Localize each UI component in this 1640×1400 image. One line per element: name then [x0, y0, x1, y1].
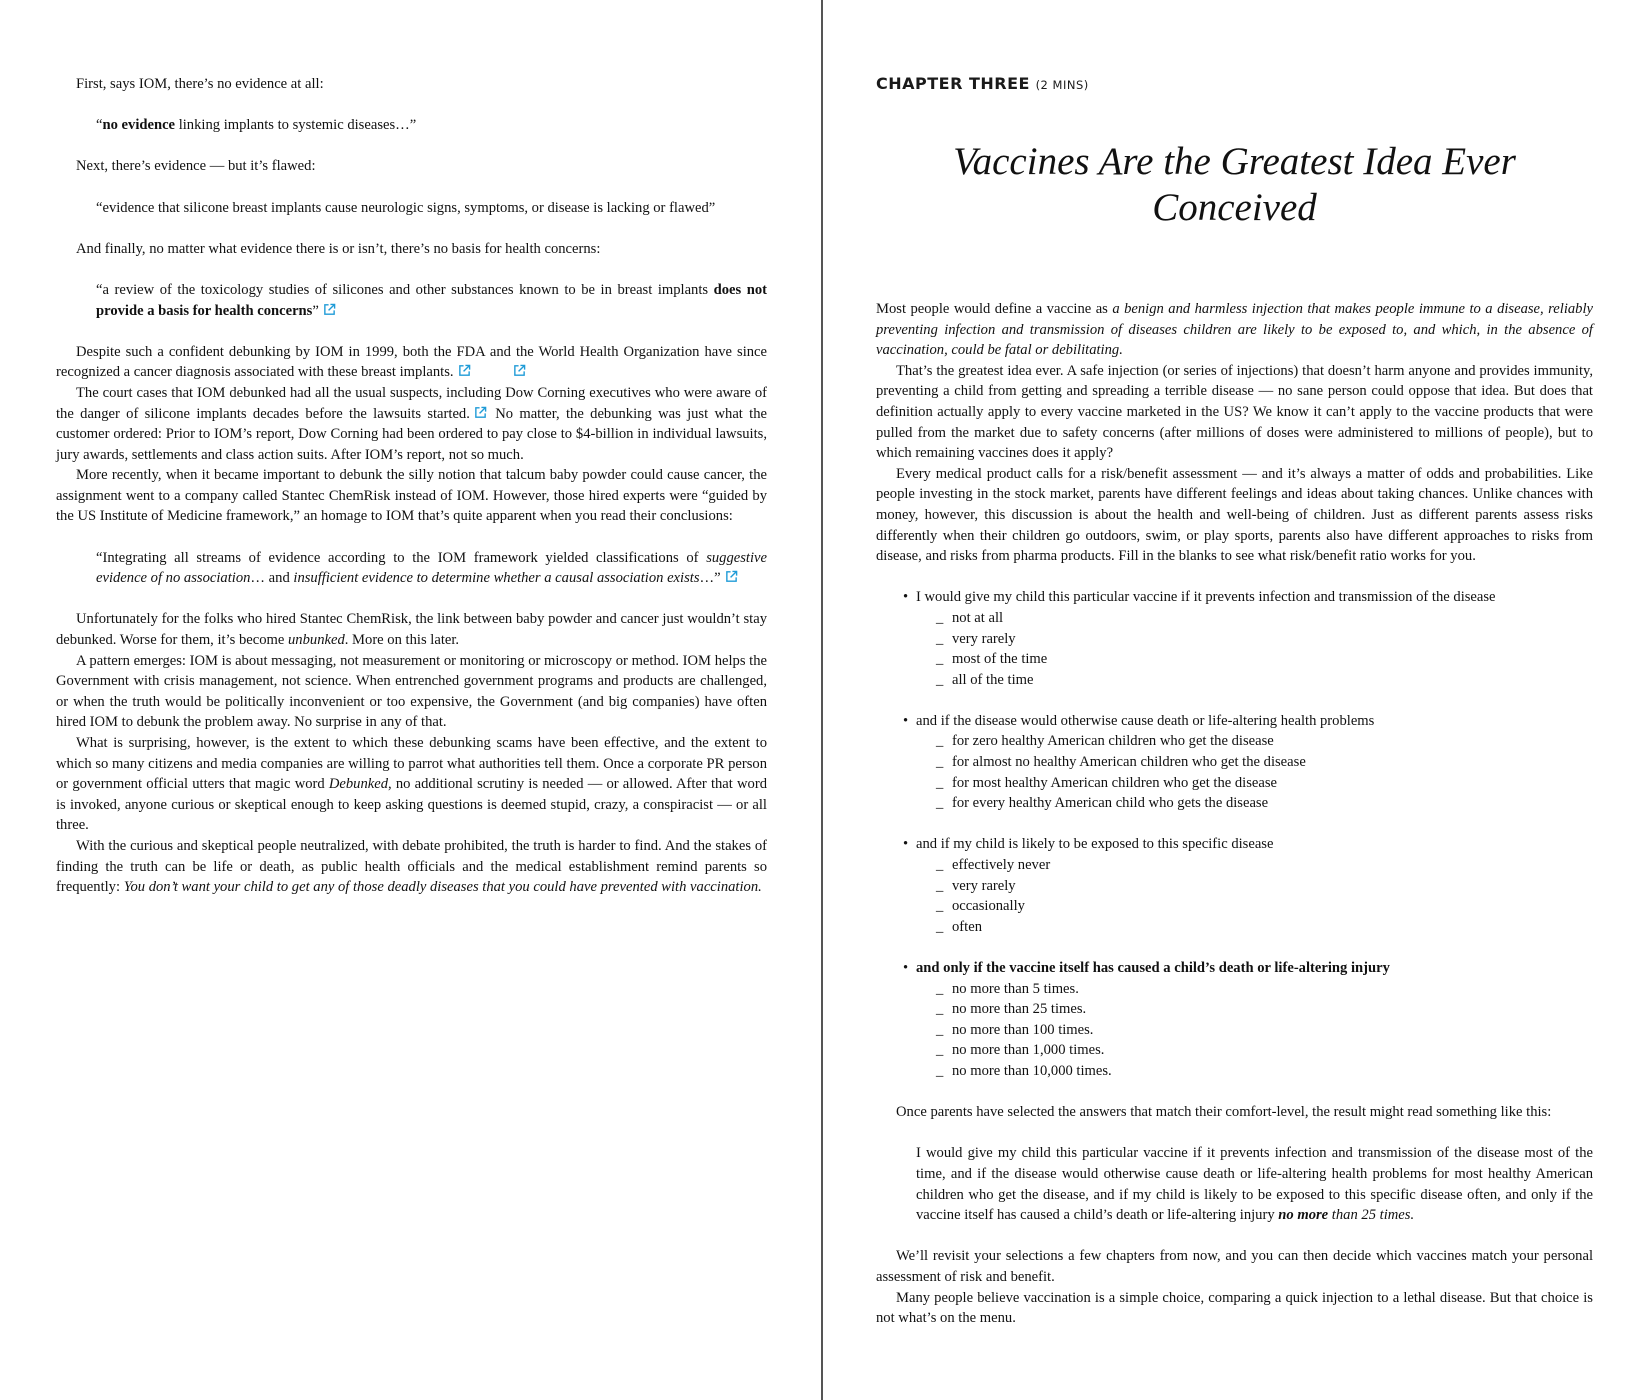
answer-option[interactable]: _ no more than 10,000 times. — [936, 1062, 1112, 1079]
chapter-label: CHAPTER THREE — [876, 74, 1030, 93]
risk-questionnaire — [876, 587, 1593, 1081]
external-link-icon[interactable] — [513, 364, 526, 377]
external-link-icon[interactable] — [323, 303, 336, 316]
emphasis-bold: no evidence — [102, 117, 176, 134]
question-item: • I would give my child this particular vaccine if it prevents infection and transmission of the disease _ not at all _ very rarely _ most of the time _ all of the time — [896, 587, 1593, 711]
paragraph: Despite such a confident debunking by IOM in 1999, both the FDA and the World Health Organization have since recognized a cancer diagnosis associated with these breast implants. — [56, 343, 767, 381]
paragraph: More recently, when it became important to debunk the silly notion that talcum baby powder could cause cancer, the assignment went to a company called Stantec ChemRisk instead of IOM. However, those hired experts were “guided by the US Institute of Medicine framework,” an homage to IOM that’s quite apparent when you read their conclusions: — [56, 467, 767, 525]
paragraph: Next, there’s evidence — but it’s flawed: — [76, 158, 316, 175]
question-item: • and only if the vaccine itself has caused a child’s death or life-altering injury _ no more than 5 times. _ no more than 25 times. _ no more than 100 times. _ no more than 1,000 times. _ no more than 10,000 times. — [896, 958, 1593, 1082]
answer-option[interactable]: _ occasionally — [936, 898, 1025, 915]
question-item: • and if my child is likely to be exposed to this specific disease _ effectively never _ very rarely _ occasionally _ often — [896, 834, 1593, 958]
block-quote: “a review of the toxicology studies of silicones and other substances known to be in breast implants does not provide a basis for health concerns” — [96, 281, 767, 319]
answer-option[interactable]: _ no more than 1,000 times. — [936, 1042, 1105, 1059]
answer-option[interactable]: _ for most healthy American children who get the disease — [936, 774, 1278, 791]
external-link-icon[interactable] — [474, 406, 487, 419]
answer-option[interactable]: _ most of the time — [936, 651, 1048, 668]
answer-option[interactable]: _ often — [936, 918, 982, 935]
paragraph: Every medical product calls for a risk/benefit assessment — and it’s always a matter of odds and probabilities. Like people investing in the stock market, parents have different feelings and ideas about taking chances. Unlike chances with money, however, this discussion is about the health and well-being of children. Just as different parents assess risks differently when their children go outdoors, swim, or play sports, parents also have different approaches to risks from disease, and risks from pharma products. Fill in the blanks to see what risk/benefit ratio works for you. — [876, 465, 1593, 565]
answer-option[interactable]: _ effectively never — [936, 857, 1051, 874]
answer-option[interactable]: _ very rarely — [936, 630, 1016, 647]
answer-option[interactable]: _ no more than 100 times. — [936, 1021, 1094, 1038]
paragraph: We’ll revisit your selections a few chapters from now, and you can then decide which vaccines match your personal assessment of risk and benefit. — [876, 1248, 1593, 1285]
block-quote: “evidence that silicone breast implants cause neurologic signs, symptoms, or disease is lacking or flawed” — [96, 199, 716, 216]
question-item: • and if the disease would otherwise cause death or life-altering health problems _ for zero healthy American children who get the disease _ for almost no healthy American children who get the disease _ for most healthy American children who get the disease _ for every healthy American child who gets the disease — [896, 711, 1593, 835]
paragraph: A pattern emerges: IOM is about messaging, not measurement or monitoring or microscopy or method. IOM helps the Government with crisis management, not science. When entrenched government programs and products are challenged, or when the truth would be politically inconvenient or too expensive, the Government (and big companies) have often hired IOM to debunk the problem away. No surprise in any of that. — [56, 652, 767, 731]
block-quote: I would give my child this particular vaccine if it prevents infection and transmission of the disease most of the time, and if the disease would otherwise cause death or life-altering health problems for most healthy American children who get the disease, and if my child is likely to be exposed to this specific disease often, and only if the vaccine itself has caused a child’s death or life-altering injury no more than 25 times. — [916, 1145, 1593, 1224]
chapter-heading — [876, 74, 1593, 95]
paragraph: That’s the greatest idea ever. A safe injection (or series of injections) that doesn’t harm anyone and provides immunity, preventing a child from getting and spreading a terrible disease — no sane person could oppose that idea. But does that definition actually apply to every vaccine marketed in the US? We know it can’t apply to the vaccine products that were pulled from the market due to safety concerns (after millions of doses were administered to millions of people), but to which remaining vaccines does it apply? — [876, 362, 1593, 462]
paragraph: Unfortunately for the folks who hired Stantec ChemRisk, the link between baby powder and cancer just wouldn’t stay debunked. Worse for them, it’s become unbunked. More on this later. — [56, 611, 767, 649]
paragraph: And finally, no matter what evidence there is or isn’t, there’s no basis for health concerns: — [76, 240, 601, 257]
paragraph: The court cases that IOM debunked had all the usual suspects, including Dow Corning executives who were aware of the danger of silicone implants decades before the lawsuits started. No matter, the debunking was just what the customer ordered: Prior to IOM’s report, Dow Corning had been ordered to pay close to $4-billion in individual lawsuits, jury awards, settlements and class action suits. After IOM’s report, not so much. — [56, 384, 768, 463]
block-quote: “Integrating all streams of evidence according to the IOM framework yielded classifications of suggestive evidence of no association… and insufficient evidence to determine whether a causal association exists…” — [96, 549, 767, 587]
answer-option[interactable]: _ for almost no healthy American children who get the disease — [936, 754, 1306, 771]
external-link-icon[interactable] — [725, 570, 738, 583]
chapter-title: Vaccines Are the Greatest Idea Ever Conceived — [953, 140, 1516, 229]
answer-option[interactable]: _ for every healthy American child who gets the disease — [936, 795, 1269, 812]
paragraph: With the curious and skeptical people neutralized, with debate prohibited, the truth is harder to find. And the stakes of finding the truth can be life or death, as public health officials and the medical establishment remind parents so frequently: You don’t want your child to get any of those deadly diseases that you could have prevented with vaccination. — [56, 837, 767, 896]
external-link-icon[interactable] — [458, 364, 471, 377]
answer-option[interactable]: _ no more than 5 times. — [936, 980, 1079, 997]
emphasis-bold: does not provide a basis for health concerns — [96, 281, 767, 319]
block-quote: “no evidence linking implants to systemic diseases…” — [96, 117, 417, 134]
paragraph: Many people believe vaccination is a simple choice, comparing a quick injection to a lethal disease. But that choice is not what’s on the menu. — [876, 1289, 1593, 1327]
paragraph: What is surprising, however, is the extent to which these debunking scams have been effective, and the extent to which so many citizens and media companies are willing to parrot what authorities tell them. Once a corporate PR person or government official utters that magic word Debunked, no additional scrutiny is needed — or allowed. After that word is invoked, anyone curious or skeptical enough to keep asking questions is deemed stupid, crazy, a conspiracist — or all three. — [56, 735, 767, 834]
answer-option[interactable]: _ for zero healthy American children who get the disease — [936, 733, 1274, 750]
paragraph: First, says IOM, there’s no evidence at all: — [76, 76, 324, 92]
answer-option[interactable]: _ very rarely — [936, 877, 1016, 894]
reading-time: (2 MINS) — [1035, 78, 1089, 92]
answer-option[interactable]: _ all of the time — [936, 671, 1034, 688]
paragraph: Once parents have selected the answers that match their comfort-level, the result might read something like this: — [896, 1104, 1552, 1121]
paragraph: Most people would define a vaccine as a benign and harmless injection that makes people immune to a disease, reliably preventing infection and transmission of diseases children are likely to be exposed to, and which, in the absence of vaccination, could be fatal or debilitating. — [876, 301, 1593, 359]
right-page — [824, 0, 1640, 1400]
answer-option[interactable]: _ not at all — [936, 609, 1004, 626]
page-divider — [821, 0, 823, 1400]
answer-option[interactable]: _ no more than 25 times. — [936, 1001, 1087, 1018]
